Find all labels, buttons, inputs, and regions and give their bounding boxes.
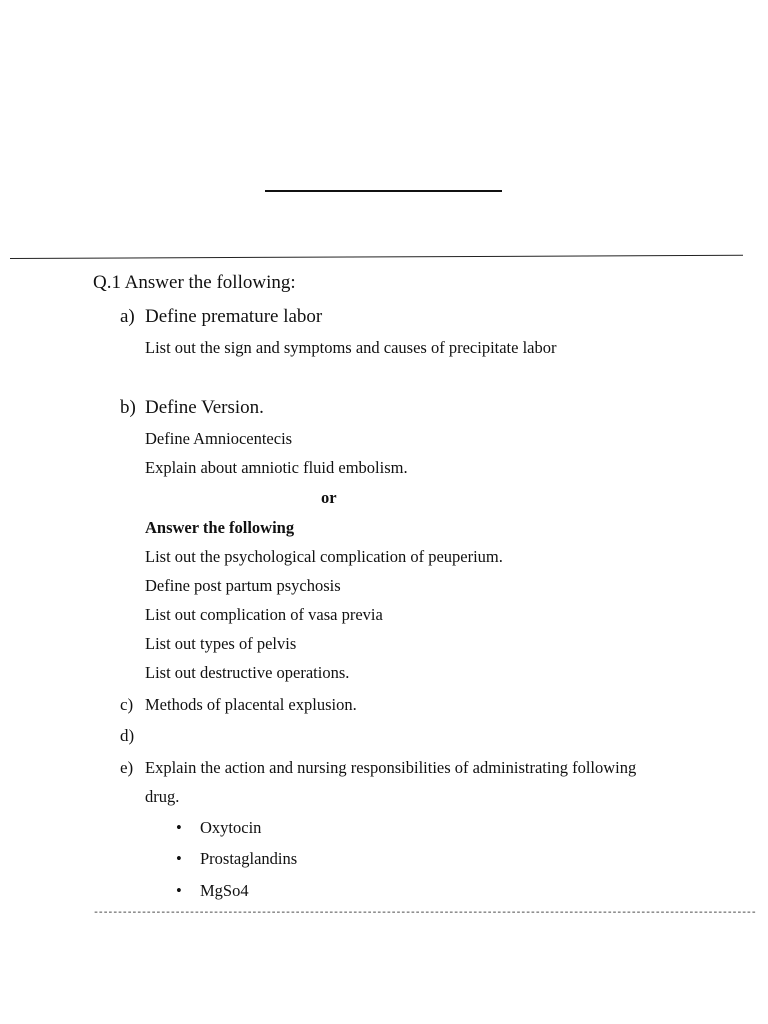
- item-b-line3: Explain about amniotic fluid embolism.: [145, 458, 408, 477]
- list-item: List out types of pelvis: [145, 634, 297, 653]
- item-d-label: d): [120, 726, 135, 745]
- list-item: List out complication of vasa previa: [145, 605, 383, 624]
- list-item: List out the psychological complication of peuperium.: [145, 547, 503, 566]
- item-e-text: Explain the action and nursing responsibilities of administrating following: [145, 758, 637, 777]
- bullet-icon: •: [176, 881, 182, 900]
- bullet-item: MgSo4: [200, 881, 249, 900]
- item-a-line2: List out the sign and symptoms and causes of precipitate labor: [145, 338, 557, 357]
- item-b-text: Define Version.: [145, 397, 264, 418]
- item-c-label: c): [120, 695, 134, 714]
- list-item: Define post partum psychosis: [145, 576, 341, 595]
- list-item: List out destructive operations.: [145, 663, 350, 682]
- item-b-label: b): [120, 397, 136, 418]
- or-separator: or: [321, 488, 337, 507]
- item-b-line2: Define Amniocentecis: [145, 429, 293, 448]
- item-c-text: Methods of placental explusion.: [145, 695, 357, 714]
- item-e-label: e): [120, 758, 134, 777]
- title-underline: [265, 190, 502, 192]
- answer-following-heading: Answer the following: [145, 518, 295, 537]
- question-title: Q.1 Answer the following:: [93, 272, 296, 293]
- header-divider: [10, 255, 743, 259]
- bullet-item: Oxytocin: [200, 818, 262, 837]
- bullet-item: Prostaglandins: [200, 849, 298, 868]
- bullet-icon: •: [176, 818, 182, 837]
- footer-dashed-line: ------------------------------------------------------------------------------------------------------------------------------------------: [93, 908, 756, 919]
- bullet-icon: •: [176, 849, 182, 868]
- item-a-text: Define premature labor: [145, 306, 323, 327]
- item-e-text-continued: drug.: [145, 787, 180, 806]
- item-a-label: a): [120, 306, 135, 327]
